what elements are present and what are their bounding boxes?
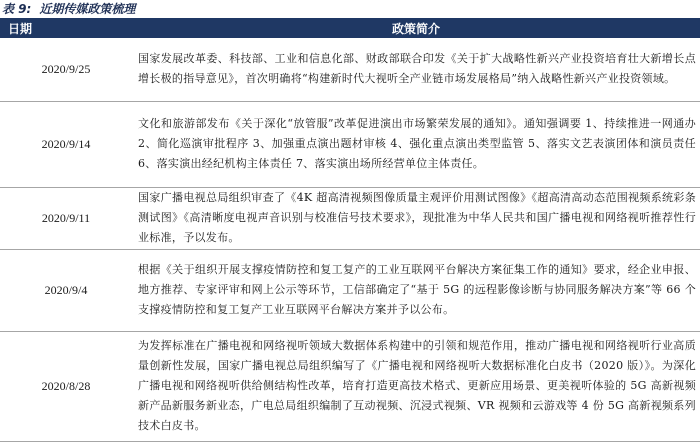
row-date: 2020/9/14 [0,101,132,187]
row-summary: 根据《关于组织开展支撑疫情防控和复工复产的工业互联网平台解决方案征集工作的通知》要求，经企业申报、地方推荐、专家评审和网上公示等环节，工信部确定了“基于 5G 的远程影像诊断与协同服务解决方案”等 66 个支撑疫情防控和复工复产工业互联网平台解决方案并予以公布。 [132,249,700,331]
caption-title: 近期传媒政策梳理 [39,2,136,16]
row-date: 2020/9/4 [0,249,132,331]
table-row [0,101,700,187]
header-summary: 政策简介 [391,21,440,36]
row-date: 2020/9/25 [0,38,132,101]
table-row [0,187,700,249]
row-date: 2020/8/28 [0,331,132,441]
row-date: 2020/9/11 [0,187,132,249]
table-row [0,38,700,101]
table-caption [0,0,700,18]
row-summary: 国家广播电视总局组织审查了《4K 超高清视频图像质量主观评价用测试图像》《超高清高动态范围视频系统彩条测试图》《高清晰度电视声音识别与校准信号技术要求》，现批准为中华人民共和国广播电视和网络视听推荐性行业标准，予以发布。 [132,187,700,249]
caption-number: 表 9: [2,2,32,16]
table-row [0,331,700,441]
table-row [0,249,700,331]
table-header-row [0,18,700,38]
row-summary: 文化和旅游部发布《关于深化“放管服”改革促进演出市场繁荣发展的通知》。通知强调要 1、持续推进一网通办 2、简化巡演审批程序 3、加强重点演出题材审核 4、强化重点演出类型监管 5、落实文艺表演团体和演员责任 6、落实演出经纪机构主体责任 7、落实演出场所经营单位主体责任。 [132,101,700,187]
row-summary: 国家发展改革委、科技部、工业和信息化部、财政部联合印发《关于扩大战略性新兴产业投资培育壮大新增长点增长极的指导意见》，首次明确将“构建新时代大视听全产业链市场发展格局”纳入战略性新兴产业投资领域。 [132,38,700,101]
row-summary: 为发挥标准在广播电视和网络视听领域大数据体系构建中的引领和规范作用，推动广播电视和网络视听行业高质量创新性发展，国家广播电视总局组织编写了《广播电视和网络视听大数据标准化白皮书（2020 版）》。为深化广播电视和网络视听供给侧结构性改革，培育打造更高技术格式、更新应用场景、更美视听体验的 5G 高新视频新产品新服务新业态，广电总局组织编制了互动视频、沉浸式视频、VR 视频和云游戏等 4 份 5G 高新视频系列技术白皮书。 [132,331,700,441]
policy-table [0,18,700,442]
header-date: 日期 [8,21,33,36]
